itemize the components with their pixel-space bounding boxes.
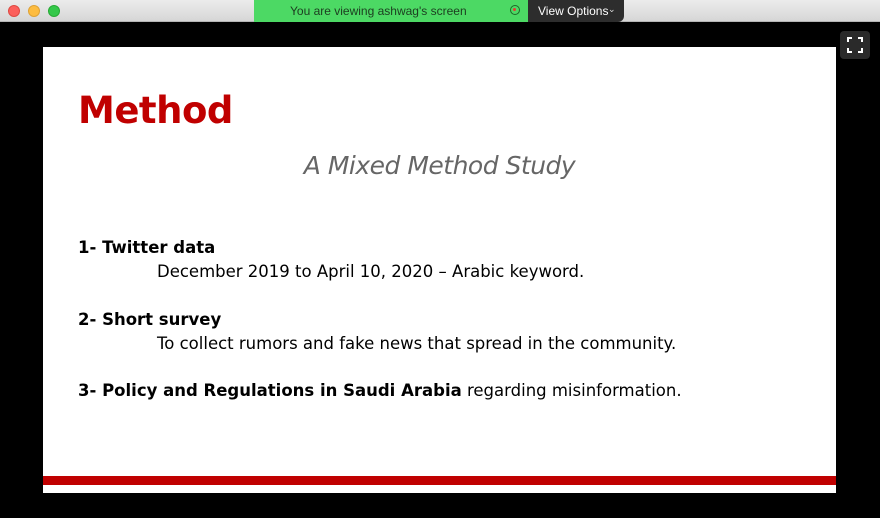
minimize-window-button[interactable] (28, 5, 40, 17)
fullscreen-button[interactable] (840, 31, 870, 59)
screen-share-banner (254, 0, 528, 22)
stop-share-icon[interactable] (510, 5, 520, 15)
slide-footer-bar (43, 476, 836, 485)
slide-subtitle: A Mixed Method Study (303, 151, 576, 180)
maximize-window-button[interactable] (48, 5, 60, 17)
shared-slide (43, 47, 836, 493)
item-tail: regarding misinformation. (461, 381, 682, 400)
item-detail: December 2019 to April 10, 2020 – Arabic keyword. (157, 262, 585, 281)
chevron-down-icon: ⌄ (608, 4, 616, 14)
list-item (78, 381, 682, 400)
item-detail: To collect rumors and fake news that spread in the community. (157, 334, 677, 353)
list-item (78, 310, 221, 329)
list-item (78, 238, 215, 257)
share-banner-text: You are viewing ashwag's screen (290, 4, 467, 18)
fullscreen-icon (847, 37, 863, 53)
view-options-button[interactable] (528, 0, 624, 22)
item-heading: 2- Short survey (78, 310, 222, 329)
view-options-label: View Options (538, 4, 609, 18)
slide-title: Method (78, 89, 233, 132)
close-window-button[interactable] (8, 5, 20, 17)
item-heading: 1- Twitter data (78, 238, 216, 257)
item-heading: 3- Policy and Regulations in Saudi Arabia (78, 381, 462, 400)
